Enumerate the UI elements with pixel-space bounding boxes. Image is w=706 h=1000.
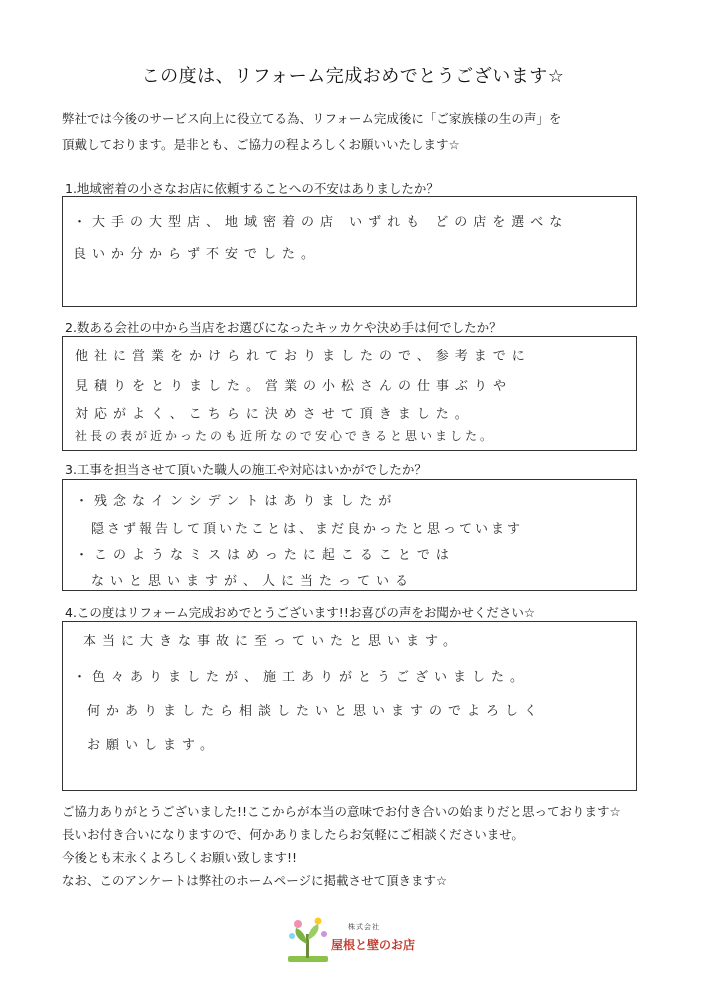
closing-line: 長いお付き合いになりますので、何かありましたらお気軽にご相談くださいませ。 [62, 827, 524, 842]
question-1-answer-box [62, 196, 637, 307]
logo-name: 屋根と壁のお店 [331, 938, 416, 952]
question-2-answer-box [62, 336, 637, 451]
answer-line: ・大手の大型店、地域密着の店 いずれも どの店を選べな [73, 215, 569, 230]
answer-line: お願いします。 [87, 738, 219, 753]
answer-line: 良いか分からず不安でした。 [73, 247, 321, 262]
intro-line: 頂戴しております。是非とも、ご協力の程よろしくお願いいたします☆ [62, 137, 460, 152]
logo-subtext: 株式会社 [348, 923, 380, 931]
plant-logo-icon [286, 916, 330, 964]
question-4-label: 4.この度はリフォーム完成おめでとうございます!!お喜びの声をお聞かせください☆ [65, 605, 536, 620]
intro-text [62, 106, 662, 158]
answer-line: ・このようなミスはめったに起こることでは [75, 548, 455, 563]
question-4-answer-box [62, 621, 637, 791]
question-3-label: 3.工事を担当させて頂いた職人の施工や対応はいかがでしたか？ [65, 462, 427, 477]
answer-line: 他社に営業をかけられておりましたので、参考までに [75, 349, 531, 364]
answer-line: ・残念なインシデントはありましたが [75, 494, 398, 509]
answer-line: 社長の表が近かったのも近所なので安心できると思いました。 [75, 429, 496, 443]
answer-line: ないと思いますが、人に当たっている [91, 574, 415, 589]
closing-line: 今後とも末永くよろしくお願い致します!! [62, 850, 298, 865]
answer-line: 見積りをとりました。営業の小松さんの仕事ぶりや [75, 379, 513, 394]
answer-line: ・色々ありましたが、施工ありがとうございました。 [73, 670, 530, 685]
question-3-answer-box [62, 479, 637, 591]
page-title: この度は、リフォーム完成おめでとうございます☆ [141, 66, 565, 87]
intro-line: 弊社では今後のサービス向上に役立てる為、リフォーム完成後に「ご家族様の生の声」を [62, 111, 562, 126]
answer-line: 隠さず報告して頂いたことは、まだ良かったと思っています [91, 522, 524, 537]
closing-line: なお、このアンケートは弊社のホームページに掲載させて頂きます☆ [62, 873, 448, 888]
answer-line: 対応がよく、こちらに決めさせて頂きました。 [75, 407, 474, 422]
question-2-label: 2.数ある会社の中から当店をお選びになったキッカケや決め手は何でしたか？ [65, 320, 502, 335]
closing-line: ご協力ありがとうございました!!ここからが本当の意味でお付き合いの始まりだと思っております☆ [62, 804, 621, 819]
closing-message [62, 800, 682, 892]
answer-line: 何かありましたら相談したいと思いますのでよろしく [87, 704, 544, 719]
question-1-label: 1.地域密着の小さなお店に依頼することへの不安はありましたか？ [65, 181, 439, 196]
company-logo [286, 916, 426, 966]
answer-line: 本当に大きな事故に至っていたと思います。 [83, 634, 462, 649]
